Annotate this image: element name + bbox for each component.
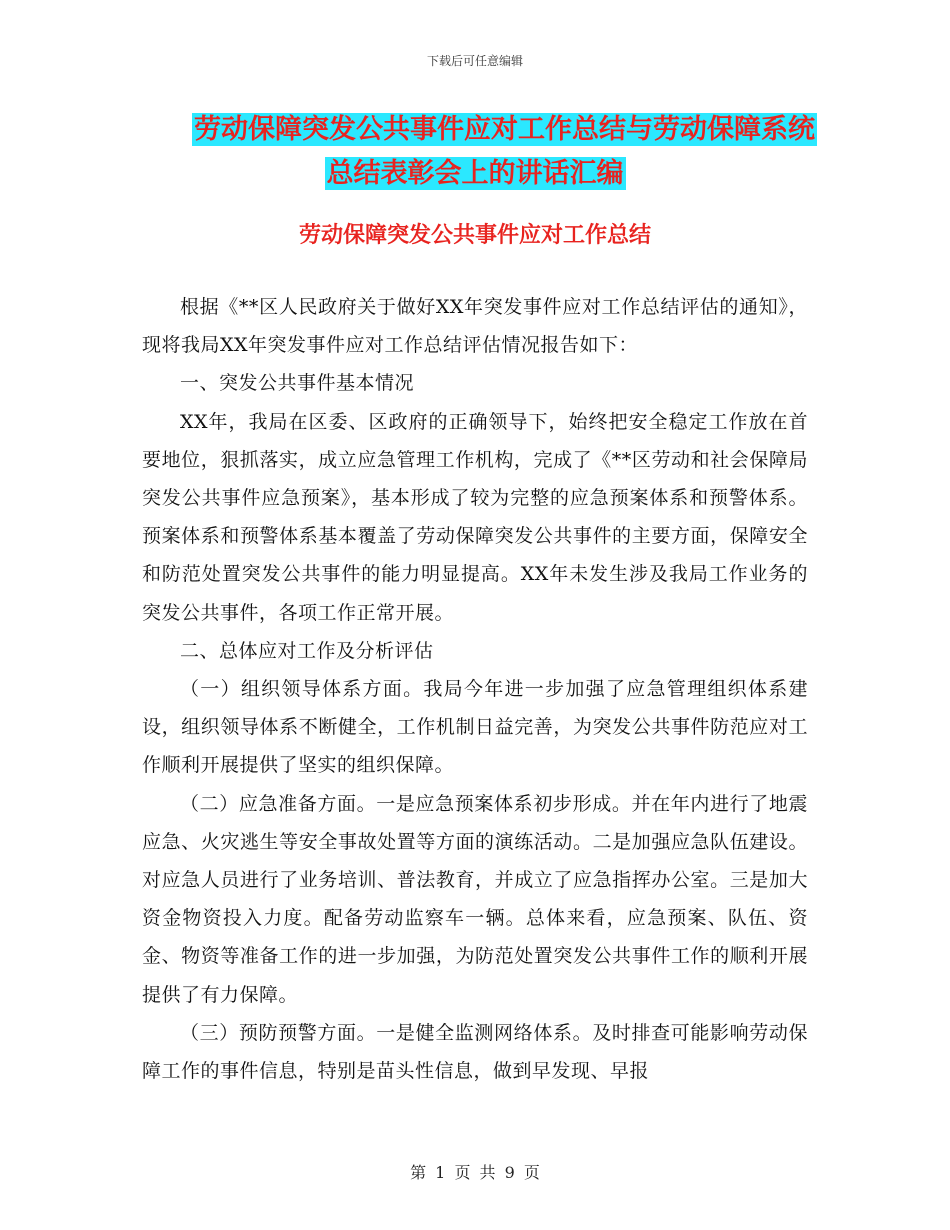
paragraph-subsection-1: （一）组织领导体系方面。我局今年进一步加强了应急管理组织体系建设，组织领导体系不断健全，工作机制日益完善，为突发公共事件防范应对工作顺利开展提供了坚实的组织保障。 [142,678,808,777]
paragraph-subsection-3: （三）预防预警方面。一是健全监测网络体系。及时排查可能影响劳动保障工作的事件信息，特别是苗头性信息，做到早发现、早报 [142,1021,808,1083]
paragraph-subsection-2: （二）应急准备方面。一是应急预案体系初步形成。并在年内进行了地震应急、火灾逃生等安全事故处置等方面的演练活动。二是加强应急队伍建设。对应急人员进行了业务培训、普法教育，并成立了应急指挥办公室。三是加大资金物资投入力度。配备劳动监察车一辆。总体来看，应急预案、队伍、资金、物资等准备工作的进一步加强，为防范处置突发公共事件工作的顺利开展提供了有力保障。 [142,792,808,1006]
main-title-line-1-text: 劳动保障突发公共事件应对工作总结与劳动保障系统 [194,114,815,145]
paragraph-intro: 根据《**区人民政府关于做好XX年突发事件应对工作总结评估的通知》，现将我局XX年突发事件应对工作总结评估情况报告如下： [142,296,808,357]
heading-section-1: 一、突发公共事件基本情况 [180,372,415,395]
heading-section-2: 二、总体应对工作及分析评估 [180,639,434,662]
page-header-note: 下载后可任意编辑 [426,54,523,68]
page-number-footer: 第 1 页 共 9 页 [410,1163,540,1182]
document-body [142,288,808,1090]
paragraph-section-1: XX年，我局在区委、区政府的正确领导下，始终把安全稳定工作放在首要地位，狠抓落实，成立应急管理工作机构，完成了《**区劳动和社会保障局突发公共事件应急预案》，基本形成了较为完整的应急预案体系和预警体系。预案体系和预警体系基本覆盖了劳动保障突发公共事件的主要方面，保障安全和防范处置突发公共事件的能力明显提高。XX年未发生涉及我局工作业务的突发公共事件，各项工作正常开展。 [142,410,808,624]
main-title-line-2 [150,152,800,196]
main-title-line-1 [150,108,815,152]
section-title: 劳动保障突发公共事件应对工作总结 [298,223,651,248]
main-title-line-2-text: 总结表彰会上的讲话汇编 [326,158,624,189]
document-main-title [150,108,815,196]
